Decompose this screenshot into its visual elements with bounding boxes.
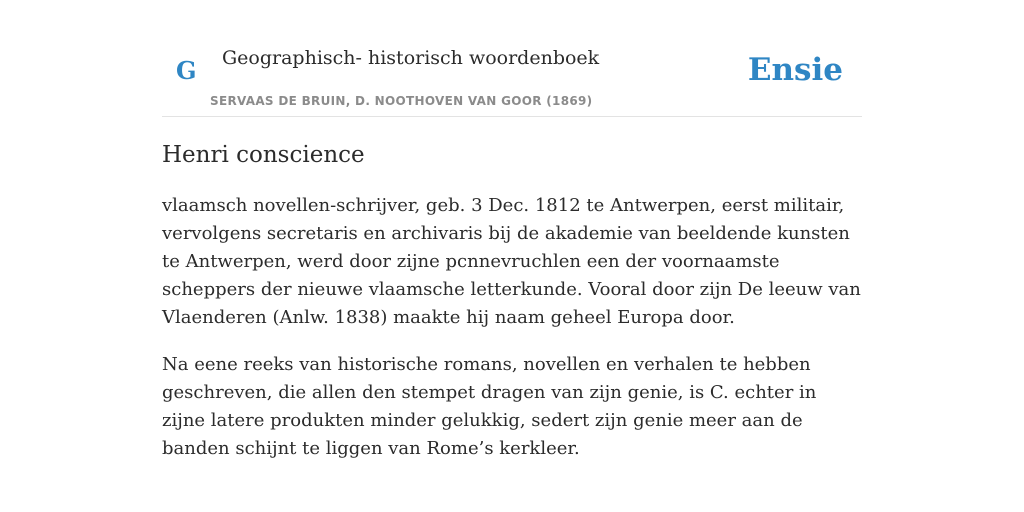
entry-title: Henri conscience bbox=[162, 142, 365, 168]
ensie-logo-link[interactable]: Ensie bbox=[747, 52, 843, 88]
entry-paragraph: Na eene reeks van historische romans, novellen en verhalen te hebben geschreven, die allen den stempet dragen van zijn genie, is C. echter in zijne latere produkten minder gelukkig, sedert zijn genie meer aan de banden schijnt te liggen van Rome’s kerkleer. bbox=[162, 354, 817, 459]
book-title[interactable]: Geographisch- historisch woordenboek bbox=[222, 47, 600, 69]
book-letter-icon: G bbox=[176, 56, 197, 85]
book-header bbox=[162, 0, 862, 117]
article bbox=[162, 138, 862, 463]
book-meta: SERVAAS DE BRUIN, D. NOOTHOVEN VAN GOOR (1869) bbox=[210, 94, 593, 108]
entry-paragraph: vlaamsch novellen-schrijver, geb. 3 Dec. 1812 te Antwerpen, eerst militair, vervolgens secretaris en archivaris bij de akademie van beeldende kunsten te Antwerpen, werd door zijne pcnnevruchlen een der voornaamste scheppers der nieuwe vlaamsche letterkunde. Vooral door zijn De leeuw van Vlaenderen (Anlw. 1838) maakte hij naam geheel Europa door. bbox=[162, 195, 861, 328]
